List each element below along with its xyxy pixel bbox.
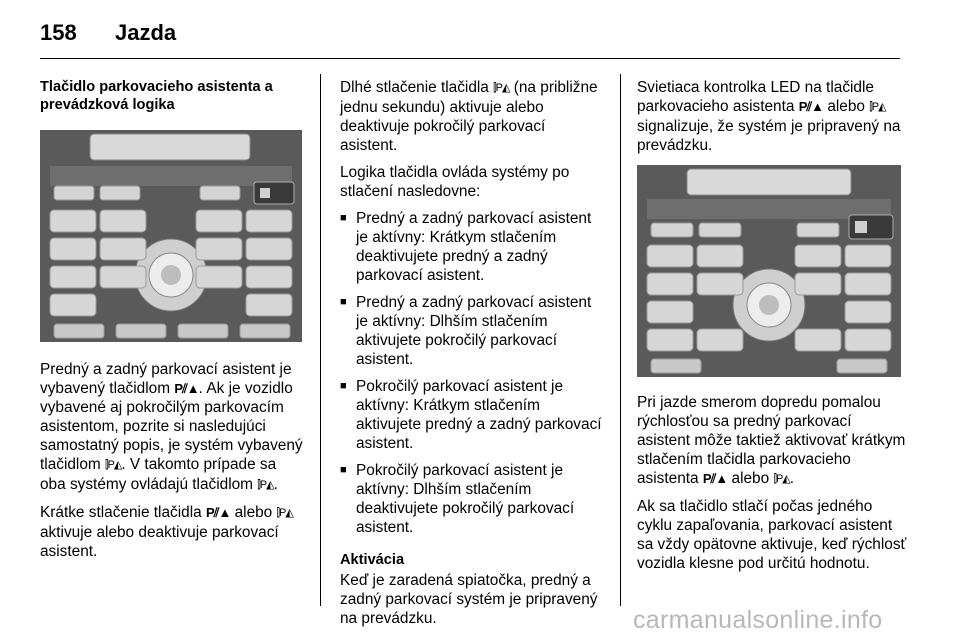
column-3 [637, 78, 907, 581]
paragraph-logic: Logika tlačidla ovláda systémy po stlačení nasledovne: [340, 164, 570, 200]
watermark: carmanualsonline.info [633, 606, 883, 634]
column-divider-1 [320, 74, 321, 606]
chapter-title: Jazda [115, 20, 177, 45]
list-item: ■ Pokročilý parkovací asistent je aktívny: Dlhším stlačením deaktivujete pokročilý parkovací asistent. [340, 461, 605, 537]
paragraph-forward: Pri jazde smerom dopredu pomalou rýchlosťou sa predný parkovací asistent môže taktiež aktivovať krátkym stlačením tlačidla parkovacieho asistenta P⫽▲ alebo ⫿P◭. [637, 394, 906, 487]
page-number: 158 [40, 20, 77, 45]
parking-sensor-icon: P⫽▲ [205, 505, 231, 520]
list-item: ■ Predný a zadný parkovací asistent je aktívny: Krátkym stlačením deaktivujete predný a zadný parkovací asistent. [340, 209, 605, 285]
parking-button-icon: ⫿P◭ [493, 82, 510, 94]
section-heading-activation: Aktivácia [340, 552, 405, 568]
center-console-illustration [40, 130, 302, 342]
section-heading: Tlačidlo parkovacieho asistenta a prevádzková logika [40, 79, 273, 113]
parking-button-icon: ⫿P◭ [105, 459, 122, 471]
paragraph-1: Predný a zadný parkovací asistent je vybavený tlačidlom P⫽▲. Ak je vozidlo vybavené aj pokročilým parkovacím asistentom, pozrite si nasledujúci samostatný popis, je systém vybavený tlačidlom ⫿P◭. V takomto prípade sa oba systémy ovládajú tlačidlom ⫿P◭. [40, 361, 303, 493]
list-item: ■ Predný a zadný parkovací asistent je aktívny: Dlhším stlačením aktivujete pokročilý parkovací asistent. [340, 293, 605, 369]
parking-button-icon: ⫿P◭ [869, 101, 886, 113]
logic-list [340, 209, 605, 537]
column-1 [40, 78, 305, 569]
parking-sensor-icon: P⫽▲ [798, 99, 824, 114]
paragraph-activation: Keď je zaradená spiatočka, predný a zadný parkovací systém je pripravený na prevádzku. [340, 572, 598, 627]
parking-sensor-icon: P⫽▲ [702, 471, 728, 486]
paragraph-ignition: Ak sa tlačidlo stlačí počas jedného cyklu zapaľovania, parkovací asistent sa vždy opätovne aktivuje, keď rýchlosť vozidla klesne pod určitú hodnotu. [637, 498, 907, 572]
paragraph-led: Svietiaca kontrolka LED na tlačidle parkovacieho asistenta P⫽▲ alebo ⫿P◭ signalizuje, že systém je pripravený na prevádzku. [637, 79, 901, 154]
parking-button-icon: ⫿P◭ [257, 479, 274, 491]
page-header [40, 14, 920, 46]
header-rule [40, 58, 900, 59]
center-console-illustration-2 [637, 165, 901, 377]
parking-sensor-icon: P⫽▲ [174, 381, 199, 396]
column-divider-2 [620, 74, 621, 606]
paragraph-long-press: Dlhé stlačenie tlačidla ⫿P◭ (na približne jednu sekundu) aktivuje alebo deaktivuje pokročilý parkovací asistent. [340, 79, 598, 154]
paragraph-2: Krátke stlačenie tlačidla P⫽▲ alebo ⫿P◭ aktivuje alebo deaktivuje parkovací asistent. [40, 504, 293, 560]
parking-button-icon: ⫿P◭ [773, 473, 790, 485]
list-item: ■ Pokročilý parkovací asistent je aktívny: Krátkym stlačením aktivujete predný a zadný parkovací asistent. [340, 377, 605, 453]
column-2 [340, 78, 605, 636]
parking-button-icon: ⫿P◭ [276, 507, 293, 519]
